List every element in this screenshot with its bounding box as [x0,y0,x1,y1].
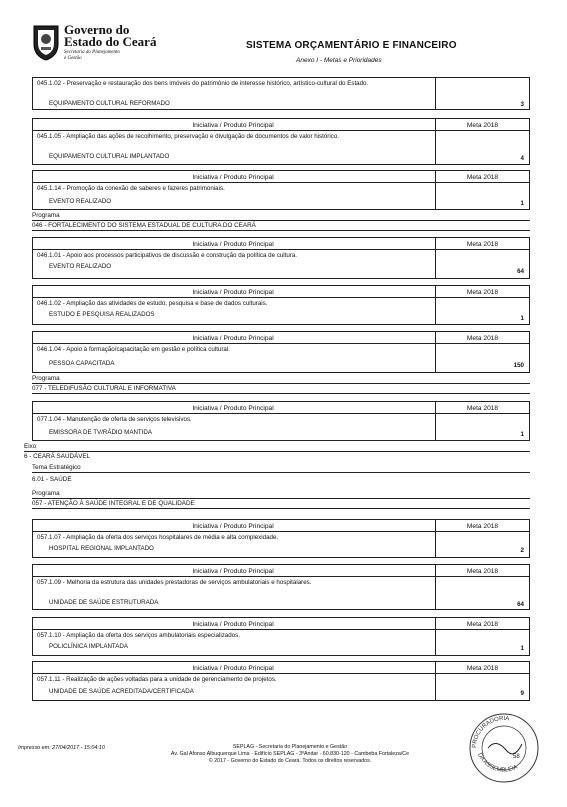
table-row [32,130,530,165]
print-timestamp: Impresso em: 27/04/2017 - 15:04:10 [18,745,105,751]
system-title: SISTEMA ORÇAMENTÁRIO E FINANCEIRO [246,40,457,51]
procuradoria-stamp-icon [466,710,542,786]
table-header: Iniciativa / Produto Principal Meta 2018 [32,564,530,577]
meta-value: 2 [520,547,524,554]
table-row [32,673,530,701]
initiative-description: 057.1.07 - Ampliação da oferta dos serviços hospitalares de média e alta complexidade. [37,534,279,541]
program-label: Programa [32,490,60,497]
state-coat-of-arms-icon [30,22,62,62]
table-row [32,249,530,279]
axis-label: Eixo [24,443,37,450]
table-row [32,77,530,110]
program-title: 077 - TELEDIFUSÃO CULTURAL E INFORMATIVA [32,385,176,392]
table-header: Iniciativa / Produto Principal Meta 2018 [32,118,530,131]
meta-value: 4 [520,155,524,162]
initiative-description: 046.1.01 - Apoio aos processos participativos de discussão e construção da política de cultura. [37,252,298,259]
product-name: EVENTO REALIZADO [49,198,112,205]
initiative-description: 046.1.02 - Ampliação das atividades de estudo, pesquisa e base de dados culturais. [37,300,268,307]
program-label: Programa [32,375,60,382]
product-name: ESTUDO E PESQUISA REALIZADOS [49,311,155,318]
meta-value: 1 [520,200,524,207]
table-header: Iniciativa / Produto Principal Meta 2018 [32,519,530,532]
table-header: Iniciativa / Produto Principal Meta 2018 [32,401,530,414]
initiative-description: 045.1.02 - Preservação e restauração dos bens imóveis do patrimônio de interesse histórico, artístico-cultural do Estado. [37,80,369,87]
meta-value: 1 [520,645,524,652]
product-name: UNIDADE DE SAÚDE ESTRUTURADA [49,599,159,606]
table-header: Iniciativa / Produto Principal Meta 2018 [32,661,530,674]
government-title: Governo do Estado do Ceará [64,22,157,49]
initiative-description: 077.1.04 - Manutenção de oferta de serviços televisivos. [37,416,192,423]
product-name: EMISSORA DE TV/RÁDIO MANTIDA [49,429,153,436]
footer-text: SEPLAG - Secretaria do Planejamento e Gestão Av. Gal Afonso Albuquerque Lima - Edifício SEPLAG - 3ºAndar - 60.830-120 - Cambeba Fortaleza/Ce © 2017 - Governo do Estado do Ceará. Todos os direitos reservados. [170,744,410,764]
meta-value: 3 [520,101,524,108]
product-name: UNIDADE DE SAÚDE ACREDITADA/CERTIFICADA [49,688,194,695]
table-header: Iniciativa / Produto Principal Meta 2018 [32,617,530,630]
table-header: Iniciativa / Produto Principal Meta 2018 [32,285,530,298]
initiative-description: 057.1.09 - Melhoria da estrutura das unidades prestadoras de serviços ambulatoriais e hospitalares. [37,579,312,586]
program-title: 046 - FORTALECIMENTO DO SISTEMA ESTADUAL DE CULTURA DO CEARÁ [32,222,256,229]
product-name: EQUIPAMENTO CULTURAL IMPLANTADO [49,153,170,160]
svg-text:PROCURADORIA: PROCURADORIA [471,715,510,749]
table-row [32,576,530,610]
meta-value: 64 [517,268,524,275]
product-name: PESSOA CAPACITADA [49,360,115,367]
product-name: POLICLÍNICA IMPLANTADA [49,643,128,650]
initiative-description: 057.1.11 - Realização de ações voltadas para a unidade de gerenciamento de projetos. [37,676,277,683]
meta-value: 64 [517,601,524,608]
theme-label: Tema Estratégico [32,464,81,471]
meta-value: 1 [520,315,524,322]
table-row [32,182,530,210]
meta-value: 9 [520,690,524,697]
product-name: EVENTO REALIZADO [49,263,112,270]
initiative-description: 057.1.10 - Ampliação da oferta dos serviços ambulatoriais especializados. [37,632,240,639]
annex-title: Anexo I - Metas e Prioridades [296,57,382,64]
table-row [32,343,530,373]
svg-text:DA ASSEMBLEIA: DA ASSEMBLEIA [476,752,519,774]
product-name: EQUIPAMENTO CULTURAL REFORMADO [49,100,170,107]
table-row [32,413,530,441]
initiative-description: 045.1.05 - Ampliação das ações de recolhimento, preservação e divulgação de documentos de valor histórico. [37,133,339,140]
axis-title: 6 - CEARÁ SAUDÁVEL [24,453,91,460]
product-name: HOSPITAL REGIONAL IMPLANTADO [49,545,154,552]
table-row [32,531,530,558]
meta-value: 150 [513,362,524,369]
page-number: 58 [513,754,520,760]
initiative-description: 046.1.04 - Apoio à formação/capacitação em gestão e política cultural. [37,346,230,353]
theme-title: 6.01 - SAÚDE [32,476,72,483]
table-row [32,297,530,325]
government-subtitle: Secretaria do Planejamento e Gestão [64,50,120,61]
initiative-description: 045.1.14 - Promoção da conexão de saberes e fazeres patrimoniais. [37,185,225,192]
program-title: 057 - ATENÇÃO À SAÚDE INTEGRAL E DE QUALIDADE [32,500,195,507]
program-label: Programa [32,212,60,219]
table-header: Iniciativa / Produto Principal Meta 2018 [32,170,530,183]
table-row [32,629,530,656]
meta-value: 1 [520,431,524,438]
table-header: Iniciativa / Produto Principal Meta 2018 [32,237,530,250]
table-header: Iniciativa / Produto Principal Meta 2018 [32,331,530,344]
